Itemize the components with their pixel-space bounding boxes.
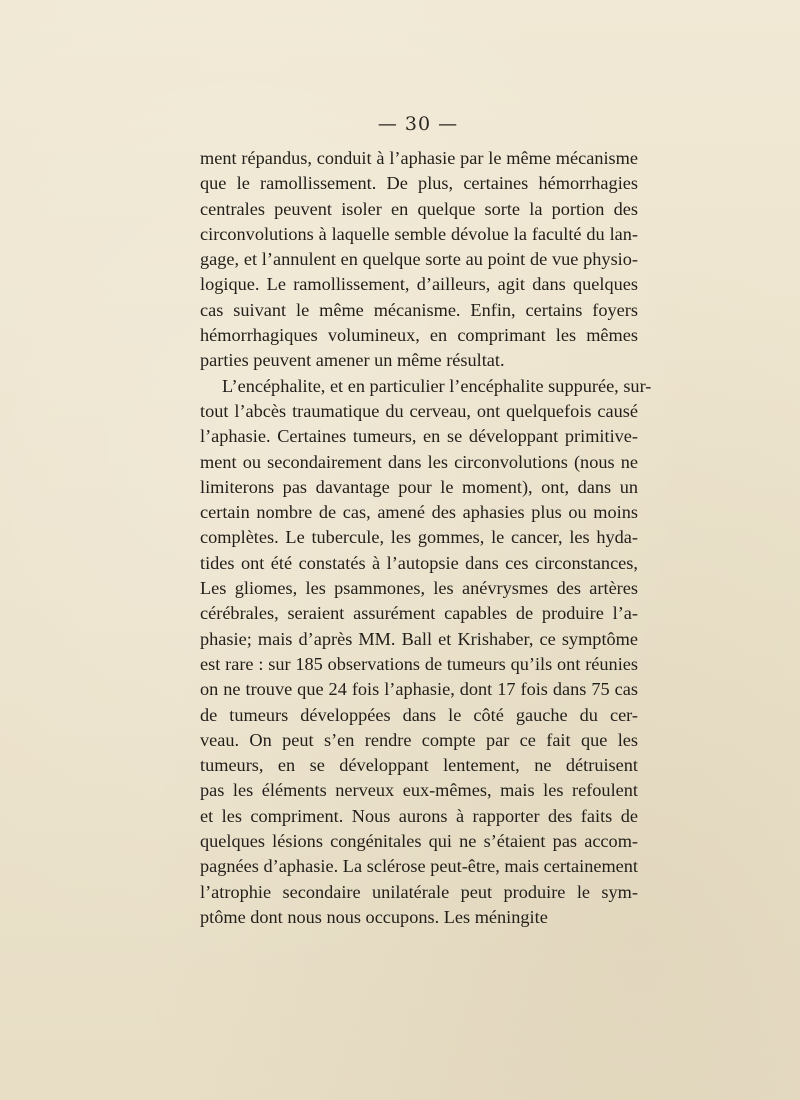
text-line: tout l’abcès traumatique du cerveau, ont quelquefois causé (200, 400, 638, 421)
text-line: cas suivant le même mécanisme. Enfin, certains foyers (200, 299, 638, 320)
paragraph-end-line: parties peuvent amener un même résultat. (200, 350, 505, 371)
text-line: ptôme dont nous nous occupons. Les méningite (200, 906, 548, 927)
text-line: phasie; mais d’après MM. Ball et Krishaber, ce symptôme (200, 628, 638, 649)
text-line: hémorrhagiques volumineux, en comprimant les mêmes (200, 325, 638, 346)
text-line: veau. On peut s’en rendre compte par ce fait que les (200, 729, 638, 750)
text-line: limiterons pas davantage pour le moment), ont, dans un (200, 476, 638, 497)
text-line: certain nombre de cas, amené des aphasies plus ou moins (200, 502, 638, 523)
text-line: que le ramollissement. De plus, certaines hémorrhagies (200, 173, 638, 194)
text-line: l’aphasie. Certaines tumeurs, en se développant primitive- (200, 426, 638, 447)
text-line: cérébrales, seraient assurément capables de produire l’a- (200, 603, 638, 624)
text-line: on ne trouve que 24 fois l’aphasie, dont 17 fois dans 75 cas (200, 679, 638, 700)
text-line: gage, et l’annulent en quelque sorte au point de vue physio- (200, 249, 638, 270)
text-line: complètes. Le tubercule, les gommes, le cancer, les hyda- (200, 527, 638, 548)
text-line: et les compriment. Nous aurons à rapporter des faits de (200, 805, 638, 826)
text-line: pagnées d’aphasie. La sclérose peut-être, mais certainement (200, 856, 638, 877)
paragraph-start-line: L’encéphalite, et en particulier l’encéphalite suppurée, sur- (222, 375, 652, 396)
page-number: — 30 — (377, 113, 459, 135)
text-line: pas les éléments nerveux eux-mêmes, mais les refoulent (200, 780, 638, 801)
text-line: Les gliomes, les psammones, les anévrysmes des artères (200, 578, 638, 599)
text-line: tumeurs, en se développant lentement, ne détruisent (200, 755, 638, 776)
text-line: tides ont été constatés à l’autopsie dans ces circonstances, (200, 552, 638, 573)
text-line: de tumeurs développées dans le côté gauche du cer- (200, 704, 638, 725)
body-text (200, 146, 652, 930)
text-line: circonvolutions à laquelle semble dévolue la faculté du lan- (200, 223, 638, 244)
text-line: est rare : sur 185 observations de tumeurs qu’ils ont réunies (200, 653, 638, 674)
text-line: centrales peuvent isoler en quelque sorte la portion des (200, 198, 638, 219)
text-line: quelques lésions congénitales qui ne s’étaient pas accom- (200, 831, 638, 852)
text-line: ment ou secondairement dans les circonvolutions (nous ne (200, 451, 638, 472)
text-line: logique. Le ramollissement, d’ailleurs, agit dans quelques (200, 274, 638, 295)
text-line: ment répandus, conduit à l’aphasie par le même mécanisme (200, 148, 638, 168)
text-line: l’atrophie secondaire unilatérale peut produire le sym- (200, 881, 638, 902)
